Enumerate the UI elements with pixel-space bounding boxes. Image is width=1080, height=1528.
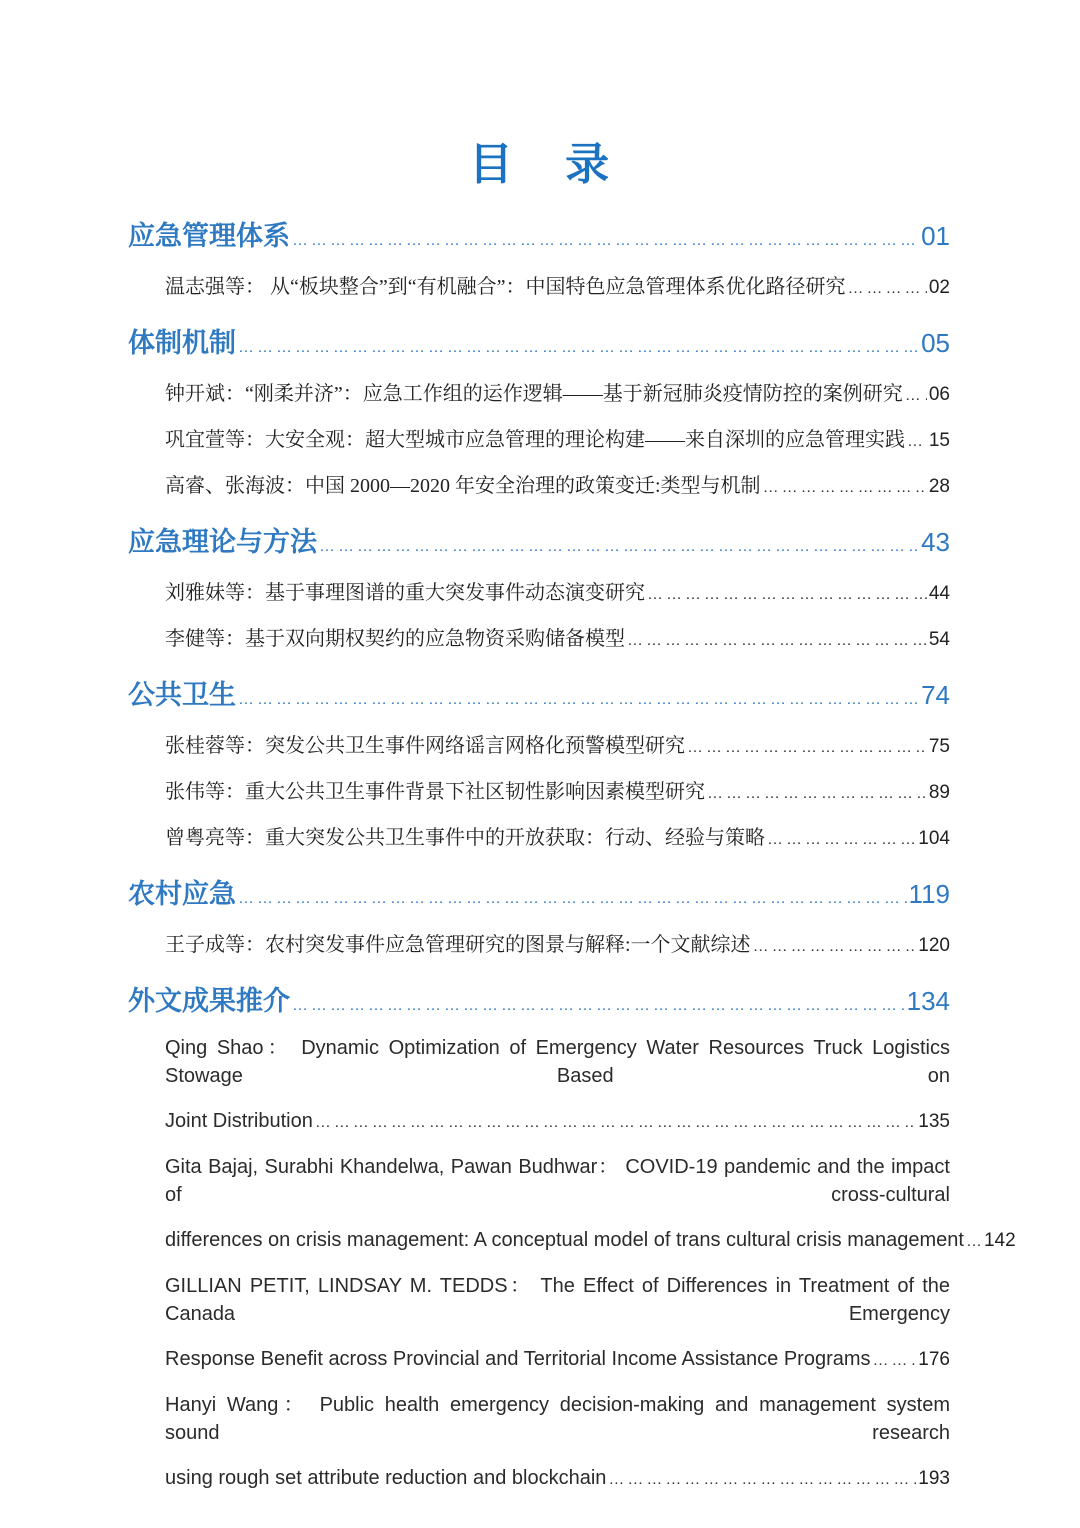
dot-leader bbox=[627, 632, 927, 650]
entry-page-number: 75 bbox=[928, 736, 950, 757]
entry-line2 bbox=[165, 1107, 950, 1137]
entry-page-number: 02 bbox=[928, 277, 950, 298]
toc-entry bbox=[128, 622, 950, 651]
entry-text: 钟开斌：“刚柔并济”：应急工作组的运作逻辑——基于新冠肺炎疫情防控的案例研究 bbox=[165, 383, 903, 405]
dot-leader bbox=[238, 691, 919, 709]
section-header bbox=[128, 872, 950, 911]
dot-leader bbox=[315, 1107, 916, 1137]
toc-entry-english bbox=[128, 1391, 950, 1494]
entry-page-number: 28 bbox=[928, 476, 950, 497]
toc-entry bbox=[128, 729, 950, 758]
section-page-number: 43 bbox=[921, 527, 950, 557]
section-page-number: 01 bbox=[921, 221, 950, 251]
entry-line1: GILLIAN PETIT, LINDSAY M. TEDDS： The Effect of Differences in Treatment of the Canada Emergency bbox=[165, 1275, 950, 1325]
dot-leader bbox=[238, 339, 919, 357]
toc-entry bbox=[128, 821, 950, 850]
toc-entry bbox=[128, 270, 950, 299]
section-title: 应急理论与方法 bbox=[128, 527, 317, 557]
toc-entry bbox=[128, 377, 950, 406]
entry-page-number: 44 bbox=[928, 583, 950, 604]
section-page-number: 74 bbox=[921, 680, 950, 710]
entry-text: 王子成等：农村突发事件应急管理研究的图景与解释:一个文献综述 bbox=[165, 934, 751, 956]
entry-text: 张伟等：重大公共卫生事件背景下社区韧性影响因素模型研究 bbox=[165, 781, 705, 803]
dot-leader bbox=[873, 1345, 917, 1375]
entry-page-number: 104 bbox=[918, 828, 950, 849]
entry-line2-text: Response Benefit across Provincial and Territorial Income Assistance Programs bbox=[165, 1348, 871, 1370]
entry-text: 李健等：基于双向期权契约的应急物资采购储备模型 bbox=[165, 628, 625, 650]
section-header bbox=[128, 979, 950, 1018]
dot-leader bbox=[848, 280, 927, 298]
dot-leader bbox=[905, 387, 927, 405]
dot-leader bbox=[292, 997, 905, 1015]
dot-leader bbox=[767, 831, 916, 849]
entry-page-number: 176 bbox=[918, 1349, 950, 1370]
entry-page-number: 135 bbox=[918, 1111, 950, 1132]
entry-page-number: 142 bbox=[983, 1230, 1016, 1251]
toc-entry bbox=[128, 469, 950, 498]
entry-line1: Qing Shao： Dynamic Optimization of Emergency Water Resources Truck Logistics Stowage Based on bbox=[165, 1037, 950, 1087]
toc-entry bbox=[128, 775, 950, 804]
entry-text: 高睿、张海波：中国 2000—2020 年安全治理的政策变迁:类型与机制 bbox=[165, 475, 761, 497]
entry-text: 张桂蓉等：突发公共卫生事件网络谣言网格化预警模型研究 bbox=[165, 735, 685, 757]
toc-entry-english bbox=[128, 1034, 950, 1137]
toc-entry-english bbox=[128, 1272, 950, 1375]
dot-leader bbox=[238, 890, 907, 908]
section-page-number: 134 bbox=[906, 986, 950, 1016]
entry-line1: Gita Bajaj, Surabhi Khandelwa, Pawan Budhwar： COVID-19 pandemic and the impact of cross-cultural bbox=[165, 1156, 950, 1206]
section-header bbox=[128, 321, 950, 360]
entry-line1: Hanyi Wang： Public health emergency decision-making and management system sound research bbox=[165, 1394, 950, 1444]
dot-leader bbox=[647, 586, 927, 604]
page-title: 目 录 bbox=[468, 140, 630, 189]
entry-line2-text: Joint Distribution bbox=[165, 1110, 313, 1132]
entry-text: 温志强等： 从“板块整合”到“有机融合”：中国特色应急管理体系优化路径研究 bbox=[165, 276, 846, 298]
section-title: 公共卫生 bbox=[128, 680, 236, 710]
dot-leader bbox=[687, 739, 927, 757]
section-title: 应急管理体系 bbox=[128, 221, 290, 251]
dot-leader bbox=[292, 232, 919, 250]
section-header bbox=[128, 673, 950, 712]
dot-leader bbox=[907, 433, 927, 451]
toc-entry bbox=[128, 576, 950, 605]
section-page-number: 119 bbox=[908, 879, 950, 909]
dot-leader bbox=[763, 479, 927, 497]
dot-leader bbox=[319, 538, 919, 556]
entry-text: 巩宜萱等：大安全观：超大型城市应急管理的理论构建——来自深圳的应急管理实践 bbox=[165, 429, 905, 451]
entry-line2-text: differences on crisis management: A conceptual model of trans cultural crisis management bbox=[165, 1229, 964, 1251]
dot-leader bbox=[966, 1226, 982, 1256]
entry-text: 曾粤亮等：重大突发公共卫生事件中的开放获取：行动、经验与策略 bbox=[165, 827, 765, 849]
dot-leader bbox=[753, 938, 917, 956]
toc-entry bbox=[128, 423, 950, 452]
section-title: 体制机制 bbox=[128, 328, 236, 358]
section-title: 外文成果推介 bbox=[128, 986, 290, 1016]
entry-page-number: 54 bbox=[928, 629, 950, 650]
section-header bbox=[128, 214, 950, 253]
entry-line2 bbox=[165, 1464, 950, 1494]
entry-page-number: 193 bbox=[918, 1468, 950, 1489]
section-header bbox=[128, 520, 950, 559]
entry-page-number: 06 bbox=[928, 384, 950, 405]
dot-leader bbox=[707, 785, 927, 803]
section-page-number: 05 bbox=[921, 328, 950, 358]
entry-page-number: 89 bbox=[928, 782, 950, 803]
entry-page-number: 15 bbox=[928, 430, 950, 451]
entry-text: 刘雅妹等：基于事理图谱的重大突发事件动态演变研究 bbox=[165, 582, 645, 604]
entry-line2-text: using rough set attribute reduction and blockchain bbox=[165, 1467, 607, 1489]
section-title: 农村应急 bbox=[128, 879, 236, 909]
entry-line2 bbox=[165, 1345, 950, 1375]
entry-page-number: 120 bbox=[918, 935, 950, 956]
toc-entry-english bbox=[128, 1153, 1016, 1256]
entry-line2 bbox=[165, 1226, 1016, 1256]
dot-leader bbox=[608, 1464, 916, 1494]
toc-entry bbox=[128, 928, 950, 957]
